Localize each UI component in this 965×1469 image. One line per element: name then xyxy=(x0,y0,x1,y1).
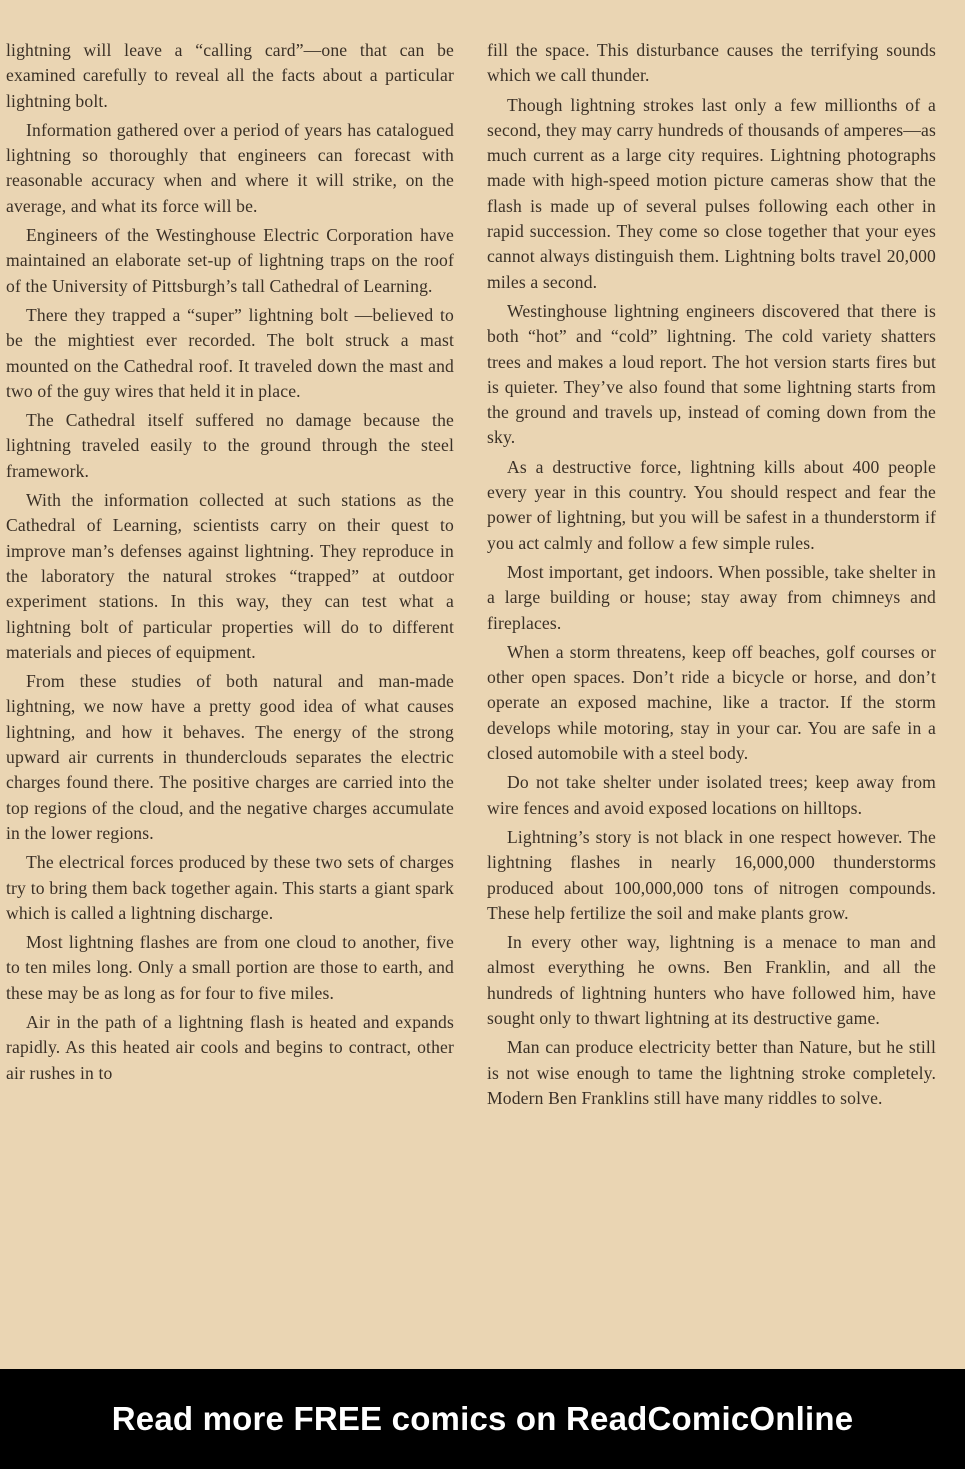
article-right-column xyxy=(487,38,936,1115)
paragraph: As a destructive force, lightning kills about 400 people every year in this country. You should respect and fear the power of lightning, but you will be safest in a thunderstorm if you act calmly and follow a few simple rules. xyxy=(487,456,936,553)
paragraph: The electrical forces produced by these two sets of charges try to bring them back together again. This starts a giant spark which is called a lightning discharge. xyxy=(6,852,454,923)
promo-banner xyxy=(0,1369,965,1469)
paragraph: The Cathedral itself suffered no damage because the lightning traveled easily to the ground through the steel framework. xyxy=(6,410,454,481)
paragraph: Westinghouse lightning engineers discovered that there is both “hot” and “cold” lightning. The cold variety shatters trees and makes a loud report. The hot version starts fires but is quieter. They’ve also found that some lightning starts from the ground and travels up, instead of coming down from the sky. xyxy=(487,300,936,448)
paragraph: Engineers of the Westinghouse Electric Corporation have maintained an elaborate set-up of lightning traps on the roof of the University of Pittsburgh’s tall Cathedral of Learning. xyxy=(6,225,454,296)
paragraph: Most lightning flashes are from one cloud to another, five to ten miles long. Only a small portion are those to earth, and these may be as long as for four to five miles. xyxy=(6,932,454,1003)
read-more-link[interactable]: Read more FREE comics on ReadComicOnline xyxy=(111,1400,854,1437)
paragraph: Lightning’s story is not black in one respect however. The lightning flashes in nearly 16,000,000 thunderstorms produced about 100,000,000 tons of nitrogen compounds. These help fertilize the soil and make plants grow. xyxy=(487,826,936,923)
paragraph: Man can produce electricity better than Nature, but he still is not wise enough to tame the lightning stroke completely. Modern Ben Franklins still have many riddles to solve. xyxy=(487,1037,936,1108)
article-left-column xyxy=(6,38,454,1090)
paragraph: Though lightning strokes last only a few millionths of a second, they may carry hundreds of thousands of amperes—as much current as a large city requires. Lightning photographs made with high-speed motion picture cameras show that the flash is made up of several pulses following each other in rapid succession. They come so close together that your eyes cannot always distinguish them. Lightning bolts travel 20,000 miles a second. xyxy=(487,94,936,292)
paragraph: From these studies of both natural and man-made lightning, we now have a pretty good idea of what causes lightning, and how it behaves. The energy of the strong upward air currents in thunderclouds separates the electric charges found there. The positive charges are carried into the top regions of the cloud, and the negative charges accumulate in the lower regions. xyxy=(6,671,454,843)
paragraph: When a storm threatens, keep off beaches, golf courses or other open spaces. Don’t ride a bicycle or horse, and don’t operate an exposed machine, like a tractor. If the storm develops while motoring, stay in your car. You are safe in a closed automobile with a steel body. xyxy=(487,641,936,764)
paragraph: Air in the path of a lightning flash is heated and expands rapidly. As this heated air cools and begins to contract, other air rushes in to xyxy=(6,1011,454,1083)
paragraph: There they trapped a “super” lightning bolt —believed to be the mightiest ever recorded. The bolt struck a mast mounted on the Cathedral roof. It traveled down the mast and two of the guy wires that held it in place. xyxy=(6,304,454,401)
paragraph: lightning will leave a “calling card”—one that can be examined carefully to reveal all the facts about a particular lightning bolt. xyxy=(6,40,454,111)
paragraph: In every other way, lightning is a menace to man and almost everything he owns. Ben Franklin, and all the hundreds of lightning hunters who have followed him, have sought only to thwart lightning at its destructive game. xyxy=(487,932,936,1028)
paragraph: Do not take shelter under isolated trees; keep away from wire fences and avoid exposed locations on hilltops. xyxy=(487,772,936,818)
paragraph: Most important, get indoors. When possible, take shelter in a large building or house; stay away from chimneys and fireplaces. xyxy=(487,561,936,633)
paragraph: With the information collected at such stations as the Cathedral of Learning, scientists carry on their quest to improve man’s defenses against lightning. They reproduce in the laboratory the natural strokes “trapped” at outdoor experiment stations. In this way, they can test what a lightning bolt of particular properties will do to different materials and pieces of equipment. xyxy=(6,490,454,662)
paragraph: fill the space. This disturbance causes the terrifying sounds which we call thunder. xyxy=(487,40,936,86)
paragraph: Information gathered over a period of years has catalogued lightning so thoroughly that engineers can forecast with reasonable accuracy when and where it will strike, on the average, and what its force will be. xyxy=(6,119,454,216)
